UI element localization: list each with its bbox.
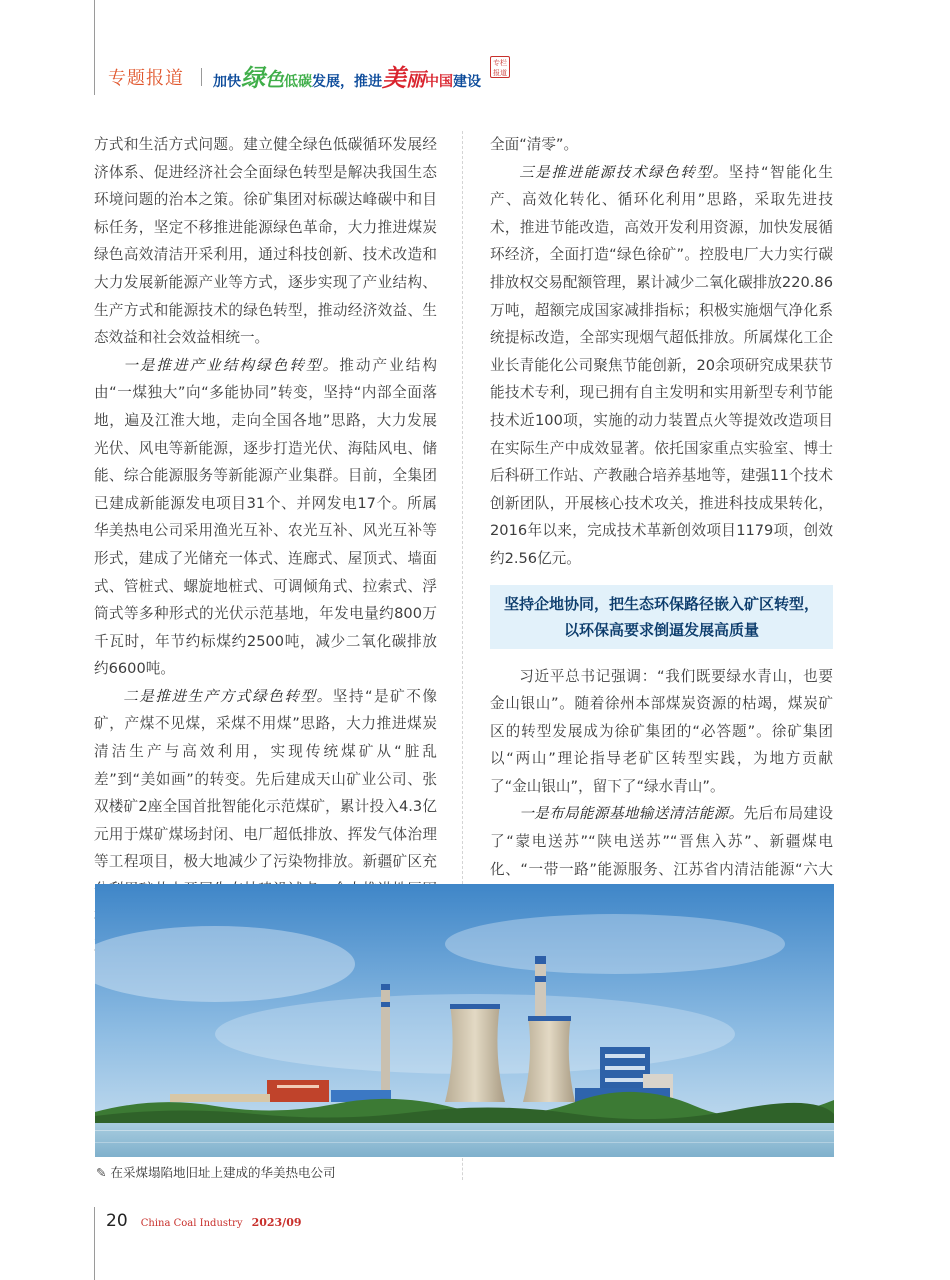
paragraph-lead: 一是推进产业结构绿色转型。: [123, 356, 340, 374]
page-header: [108, 58, 528, 98]
paragraph: 全面“清零”。: [490, 136, 579, 153]
paragraph: 方式和生活方式问题。建立健全绿色低碳循环发展经济体系、促进经济社会全面绿色转型是解决我国生态环境问题的治本之策。徐矿集团对标碳达峰碳中和目标任务，坚定不移推进能源绿色革命，大力推进煤炭绿色高效清洁开采利用，通过科技创新、技术改造和大力发展新能源产业等方式，逐步实现了产业结构、生产方式和能源技术的绿色转型，推动经济效益、生态效益和社会效益相统一。: [94, 136, 437, 347]
paragraph-lead: 一是布局能源基地输送清洁能源。: [519, 805, 744, 823]
left-column: [94, 131, 437, 959]
header-divider: [201, 68, 202, 86]
paragraph: 习近平总书记强调：“我们既要绿水青山，也要金山银山”。随着徐州本部煤炭资源的枯竭，煤炭矿区的转型发展成为徐矿集团的“必答题”。徐矿集团以“两山”理论指导老矿区转型实践，为地方贡献了“金山银山”，留下了“绿水青山”。: [490, 667, 833, 795]
left-rule: [94, 0, 95, 95]
paragraph: 一是推进产业结构绿色转型。推动产业结构由“一煤独大”向“多能协同”转变，坚持“内部全面落地，遍及江淮大地，走向全国各地”思路，大力发展光伏、风电等新能源，逐步打造光伏、海陆风电、储能、综合能源服务等新能源产业集群。目前，全集团已建成新能源发电项目31个、并网发电17个。所属华美热电公司采用渔光互补、农光互补、风光互补等形式，建成了光储充一体式、连廊式、屋顶式、墙面式、管桩式、螺旋地桩式、可调倾角式、拉索式、浮筒式等多种形式的光伏示范基地，年发电量约800万千瓦时，年节约标煤约2500吨，减少二氧化碳排放约6600吨。: [94, 356, 437, 678]
section-subheading: 坚持企地协同，把生态环保路径嵌入矿区转型，以环保高要求倒逼发展高质量: [490, 585, 833, 649]
column-divider: [462, 131, 463, 884]
paragraph-lead: 二是推进生产方式绿色转型。: [123, 687, 333, 705]
section-title: 专题报道: [108, 68, 184, 89]
left-rule-bottom: [94, 1207, 95, 1280]
power-plant-photo: [95, 884, 834, 1157]
column-seal-icon: 专栏 报道: [490, 56, 510, 78]
page-footer: [106, 1211, 302, 1231]
issue-number: 2023/09: [251, 1216, 302, 1229]
right-column: [490, 131, 833, 966]
pen-icon: ✎: [96, 1165, 107, 1180]
paragraph: 二是推进生产方式绿色转型。坚持“是矿不像矿，产煤不见煤，采煤不用煤”思路，大力推进煤炭清洁生产与高效利用，实现传统煤矿从“脏乱差”到“美如画”的转变。先后建成天山矿业公司、张双楼矿2座全国首批智能化示范煤矿，累计投入4.3亿元用于煤矿煤场封闭、电厂超低排放、挥发气体治理等工程项目，极大地减少了污染物排放。新疆矿区充: [94, 687, 437, 871]
header-slogan: 加快绿色低碳发展，推进美丽中国建设: [213, 63, 482, 92]
paragraph-lead: 三是推进能源技术绿色转型。: [519, 163, 729, 181]
magazine-name: China Coal Industry: [140, 1218, 243, 1229]
column-divider-lower: [462, 1158, 463, 1180]
photo-caption: ✎ 在采煤塌陷地旧址上建成的华美热电公司: [96, 1165, 336, 1180]
paragraph: 一是布局能源基地输送清洁能源。先后布局建设了“蒙电送苏”“陕电送苏”“晋焦入苏”、新疆煤电化、“一带一路”能源服务、江苏省内清洁能源“六大: [490, 805, 833, 878]
paragraph: 三是推进能源技术绿色转型。坚持“智能化生产、高效化转化、循环化利用”思路，采取先进技术，推进节能改造，高效开发利用资源，加快发展循环经济，全面打造“绿色徐矿”。控股电厂大力实行碳排放权交易配额管理，累计减少二氧化碳排放220.86万吨，超额完成国家减排指标；积极实施烟气净化系统提标改造，全部实现烟气超低排放。所属煤化工企业长青能化公司聚焦节能创新，20余项研究成果获节能技术专利，现已拥有自主发明和实用新型专利节能技术近100项，实施的动力装置点火等提效改造项目在实际生产中成效显著。依托国家重点实验室、博士后科研工作站、产教融合培养基地等，建强11个技术创新团队，开展核心技术攻关，推进科技成果转化，2016年以来，完成技术革新创效项目1179项，创效约2.56亿元。: [490, 163, 833, 567]
page-number: 20: [106, 1211, 128, 1231]
